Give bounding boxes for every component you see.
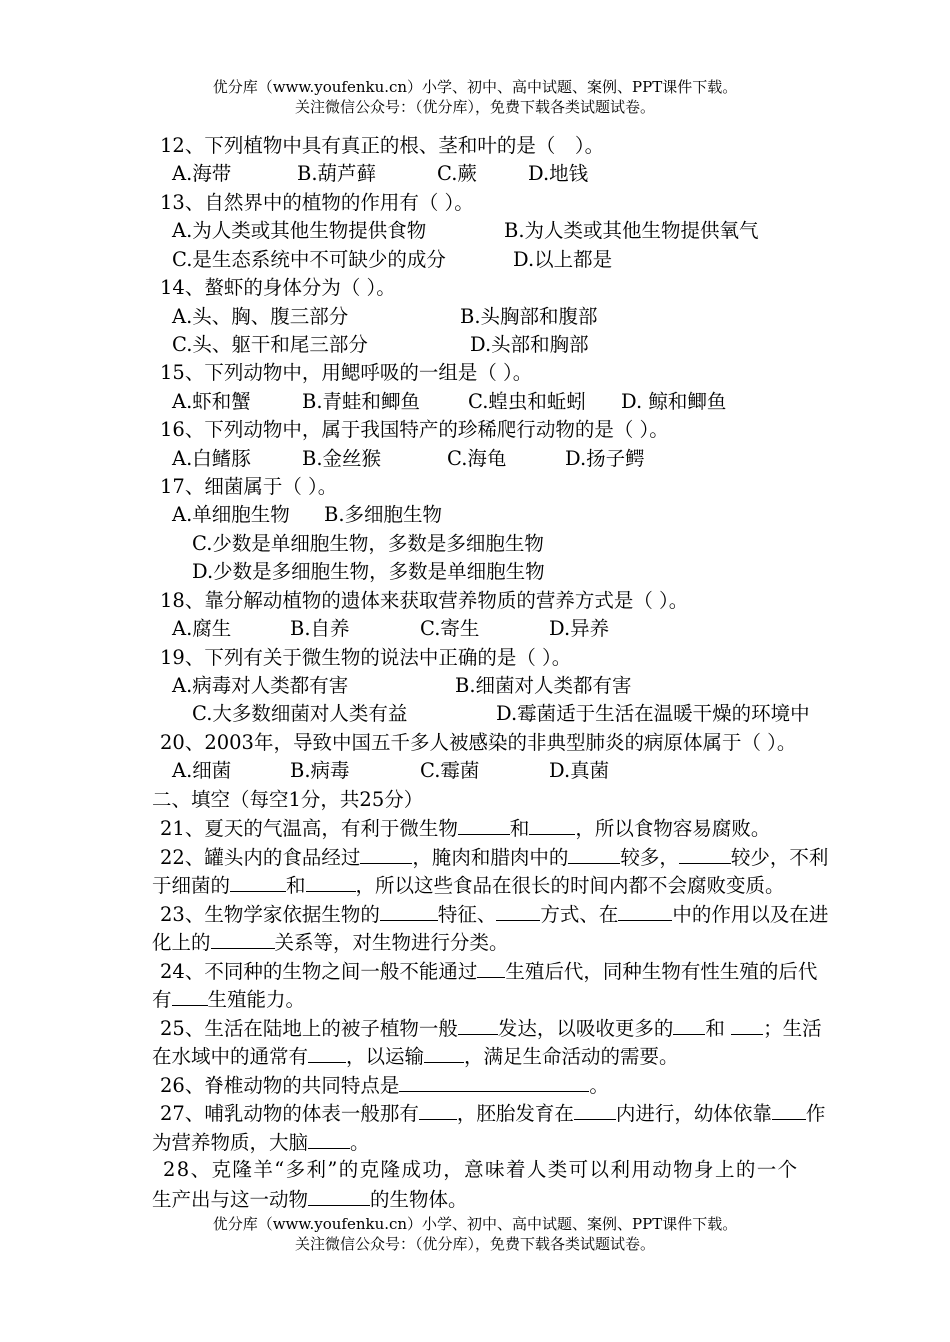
question-18-stem: 18、靠分解动植物的遗体来获取营养物质的营养方式是（ ）。 (160, 589, 689, 612)
option-d: D.真菌 (549, 759, 610, 782)
answer-blank[interactable] (360, 843, 412, 864)
answer-blank[interactable] (458, 814, 510, 835)
question-24-line-2: 有 生殖能力。 (152, 985, 305, 1014)
option-d: D.霉菌适于生活在温暖干燥的环境中 (496, 702, 810, 725)
option-c: C.寄生 (420, 617, 480, 640)
option-d: D.头部和胸部 (470, 333, 589, 356)
answer-blank[interactable] (380, 900, 438, 921)
question-14-stem: 14、螯虾的身体分为（ ）。 (160, 276, 396, 299)
header-line-2: 关注微信公众号：（优分库），免费下载各类试题试卷。 (294, 98, 655, 116)
footer-line-1: 优分库（www.youfenku.cn）小学、初中、高中试题、案例、PPT课件下载。 (212, 1215, 738, 1233)
option-b: B.自养 (290, 617, 350, 640)
option-a: A.白鳍豚 (172, 447, 251, 470)
question-25-line-1: 25、生活在陆地上的被子植物一般 发达，以吸收更多的 和 ；生活 (160, 1014, 822, 1043)
answer-blank[interactable] (568, 843, 620, 864)
section-2-title: 二、填空（每空1分，共25分） (152, 788, 424, 811)
question-28-line-1: 28、克隆羊“多利”的克隆成功，意味着人类可以利用动物身上的一个 (163, 1158, 799, 1181)
question-12-stem: 12、下列植物中具有真正的根、茎和叶的是（ ）。 (160, 134, 605, 157)
question-26: 26、脊椎动物的共同特点是 。 (160, 1071, 609, 1100)
option-b: B.多细胞生物 (324, 503, 443, 526)
option-c: C.少数是单细胞生物，多数是多细胞生物 (192, 532, 544, 555)
question-24-line-1: 24、不同种的生物之间一般不能通过 生殖后代，同种生物有性生殖的后代 (160, 957, 817, 986)
question-13-stem: 13、自然界中的植物的作用有（ ）。 (160, 191, 474, 214)
question-27-line-1: 27、哺乳动物的体表一般那有 ，胚胎发育在 内进行，幼体依靠 作 (160, 1099, 825, 1128)
answer-blank[interactable] (496, 900, 540, 921)
option-b: B.细菌对人类都有害 (455, 674, 632, 697)
question-16-stem: 16、下列动物中，属于我国特产的珍稀爬行动物的是（ ）。 (160, 418, 669, 441)
question-23-line-1: 23、生物学家依据生物的 特征、 方式、在 中的作用以及在进 (160, 900, 828, 929)
option-b: B.金丝猴 (302, 447, 382, 470)
option-c: C.霉菌 (420, 759, 480, 782)
question-25-line-2: 在水域中的通常有 ，以运输 ，满足生命活动的需要。 (152, 1042, 679, 1071)
option-b: B.病毒 (290, 759, 350, 782)
question-22-line-2: 于细菌的 和 ，所以这些食品在很长的时间内都不会腐败变质。 (152, 871, 785, 900)
answer-blank[interactable] (308, 1128, 350, 1149)
answer-blank[interactable] (458, 1014, 498, 1035)
answer-blank[interactable] (306, 871, 356, 892)
option-c: C.是生态系统中不可缺少的成分 (172, 248, 446, 271)
option-d: D.扬子鳄 (565, 447, 645, 470)
option-a: A.腐生 (172, 617, 232, 640)
option-d: D.异养 (549, 617, 610, 640)
option-b: B.青蛙和鲫鱼 (302, 390, 421, 413)
answer-blank[interactable] (424, 1042, 464, 1063)
option-d: D.少数是多细胞生物，多数是单细胞生物 (192, 560, 545, 583)
question-27-line-2: 为营养物质，大脑 。 (152, 1128, 370, 1157)
question-23-line-2: 化上的 关系等，对生物进行分类。 (152, 928, 509, 957)
question-22-line-1: 22、罐头内的食品经过 ，腌肉和腊肉中的 较多， 较少，不利 (160, 843, 828, 872)
option-c: C.头、躯干和尾三部分 (172, 333, 368, 356)
answer-blank[interactable] (308, 1185, 370, 1206)
option-c: C.海龟 (447, 447, 507, 470)
option-c: C.大多数细菌对人类有益 (192, 702, 408, 725)
answer-blank[interactable] (679, 843, 731, 864)
answer-blank[interactable] (172, 985, 208, 1006)
option-d: D.以上都是 (513, 248, 613, 271)
answer-blank[interactable] (673, 1014, 705, 1035)
option-c: C.蝗虫和蚯蚓 (468, 390, 586, 413)
option-b: B.头胸部和腹部 (460, 305, 598, 328)
option-b: B.为人类或其他生物提供氧气 (504, 219, 759, 242)
question-19-stem: 19、下列有关于微生物的说法中正确的是（ ）。 (160, 646, 572, 669)
answer-blank[interactable] (731, 1014, 763, 1035)
option-b: B.葫芦藓 (297, 162, 377, 185)
option-a: A.病毒对人类都有害 (172, 674, 349, 697)
answer-blank[interactable] (477, 957, 505, 978)
option-d: D.地钱 (528, 162, 589, 185)
answer-blank[interactable] (574, 1099, 616, 1120)
answer-blank[interactable] (529, 814, 575, 835)
question-20-stem: 20、2003年，导致中国五千多人被感染的非典型肺炎的病原体属于（ ）。 (160, 731, 797, 754)
question-15-stem: 15、下列动物中，用鳃呼吸的一组是（ ）。 (160, 361, 533, 384)
answer-blank[interactable] (230, 871, 286, 892)
option-c: C.蕨 (437, 162, 477, 185)
answer-blank[interactable] (618, 900, 672, 921)
option-a: A.虾和蟹 (172, 390, 251, 413)
question-28-line-2: 生产出与这一动物 的生物体。 (152, 1185, 468, 1214)
answer-blank[interactable] (419, 1099, 457, 1120)
answer-blank[interactable] (772, 1099, 806, 1120)
answer-blank[interactable] (399, 1071, 589, 1092)
answer-blank[interactable] (308, 1042, 346, 1063)
option-a: A.海带 (172, 162, 232, 185)
option-a: A.头、胸、腹三部分 (172, 305, 349, 328)
question-17-stem: 17、细菌属于（ ）。 (160, 475, 338, 498)
option-a: A.单细胞生物 (172, 503, 290, 526)
header-line-1: 优分库（www.youfenku.cn）小学、初中、高中试题、案例、PPT课件下载。 (212, 78, 738, 96)
answer-blank[interactable] (211, 928, 275, 949)
option-a: A.细菌 (172, 759, 232, 782)
option-a: A.为人类或其他生物提供食物 (172, 219, 427, 242)
question-21: 21、夏天的气温高，有利于微生物 和 ，所以食物容易腐败。 (160, 814, 770, 843)
footer-line-2: 关注微信公众号：（优分库），免费下载各类试题试卷。 (294, 1235, 655, 1253)
option-d: D. 鲸和鲫鱼 (621, 390, 727, 413)
